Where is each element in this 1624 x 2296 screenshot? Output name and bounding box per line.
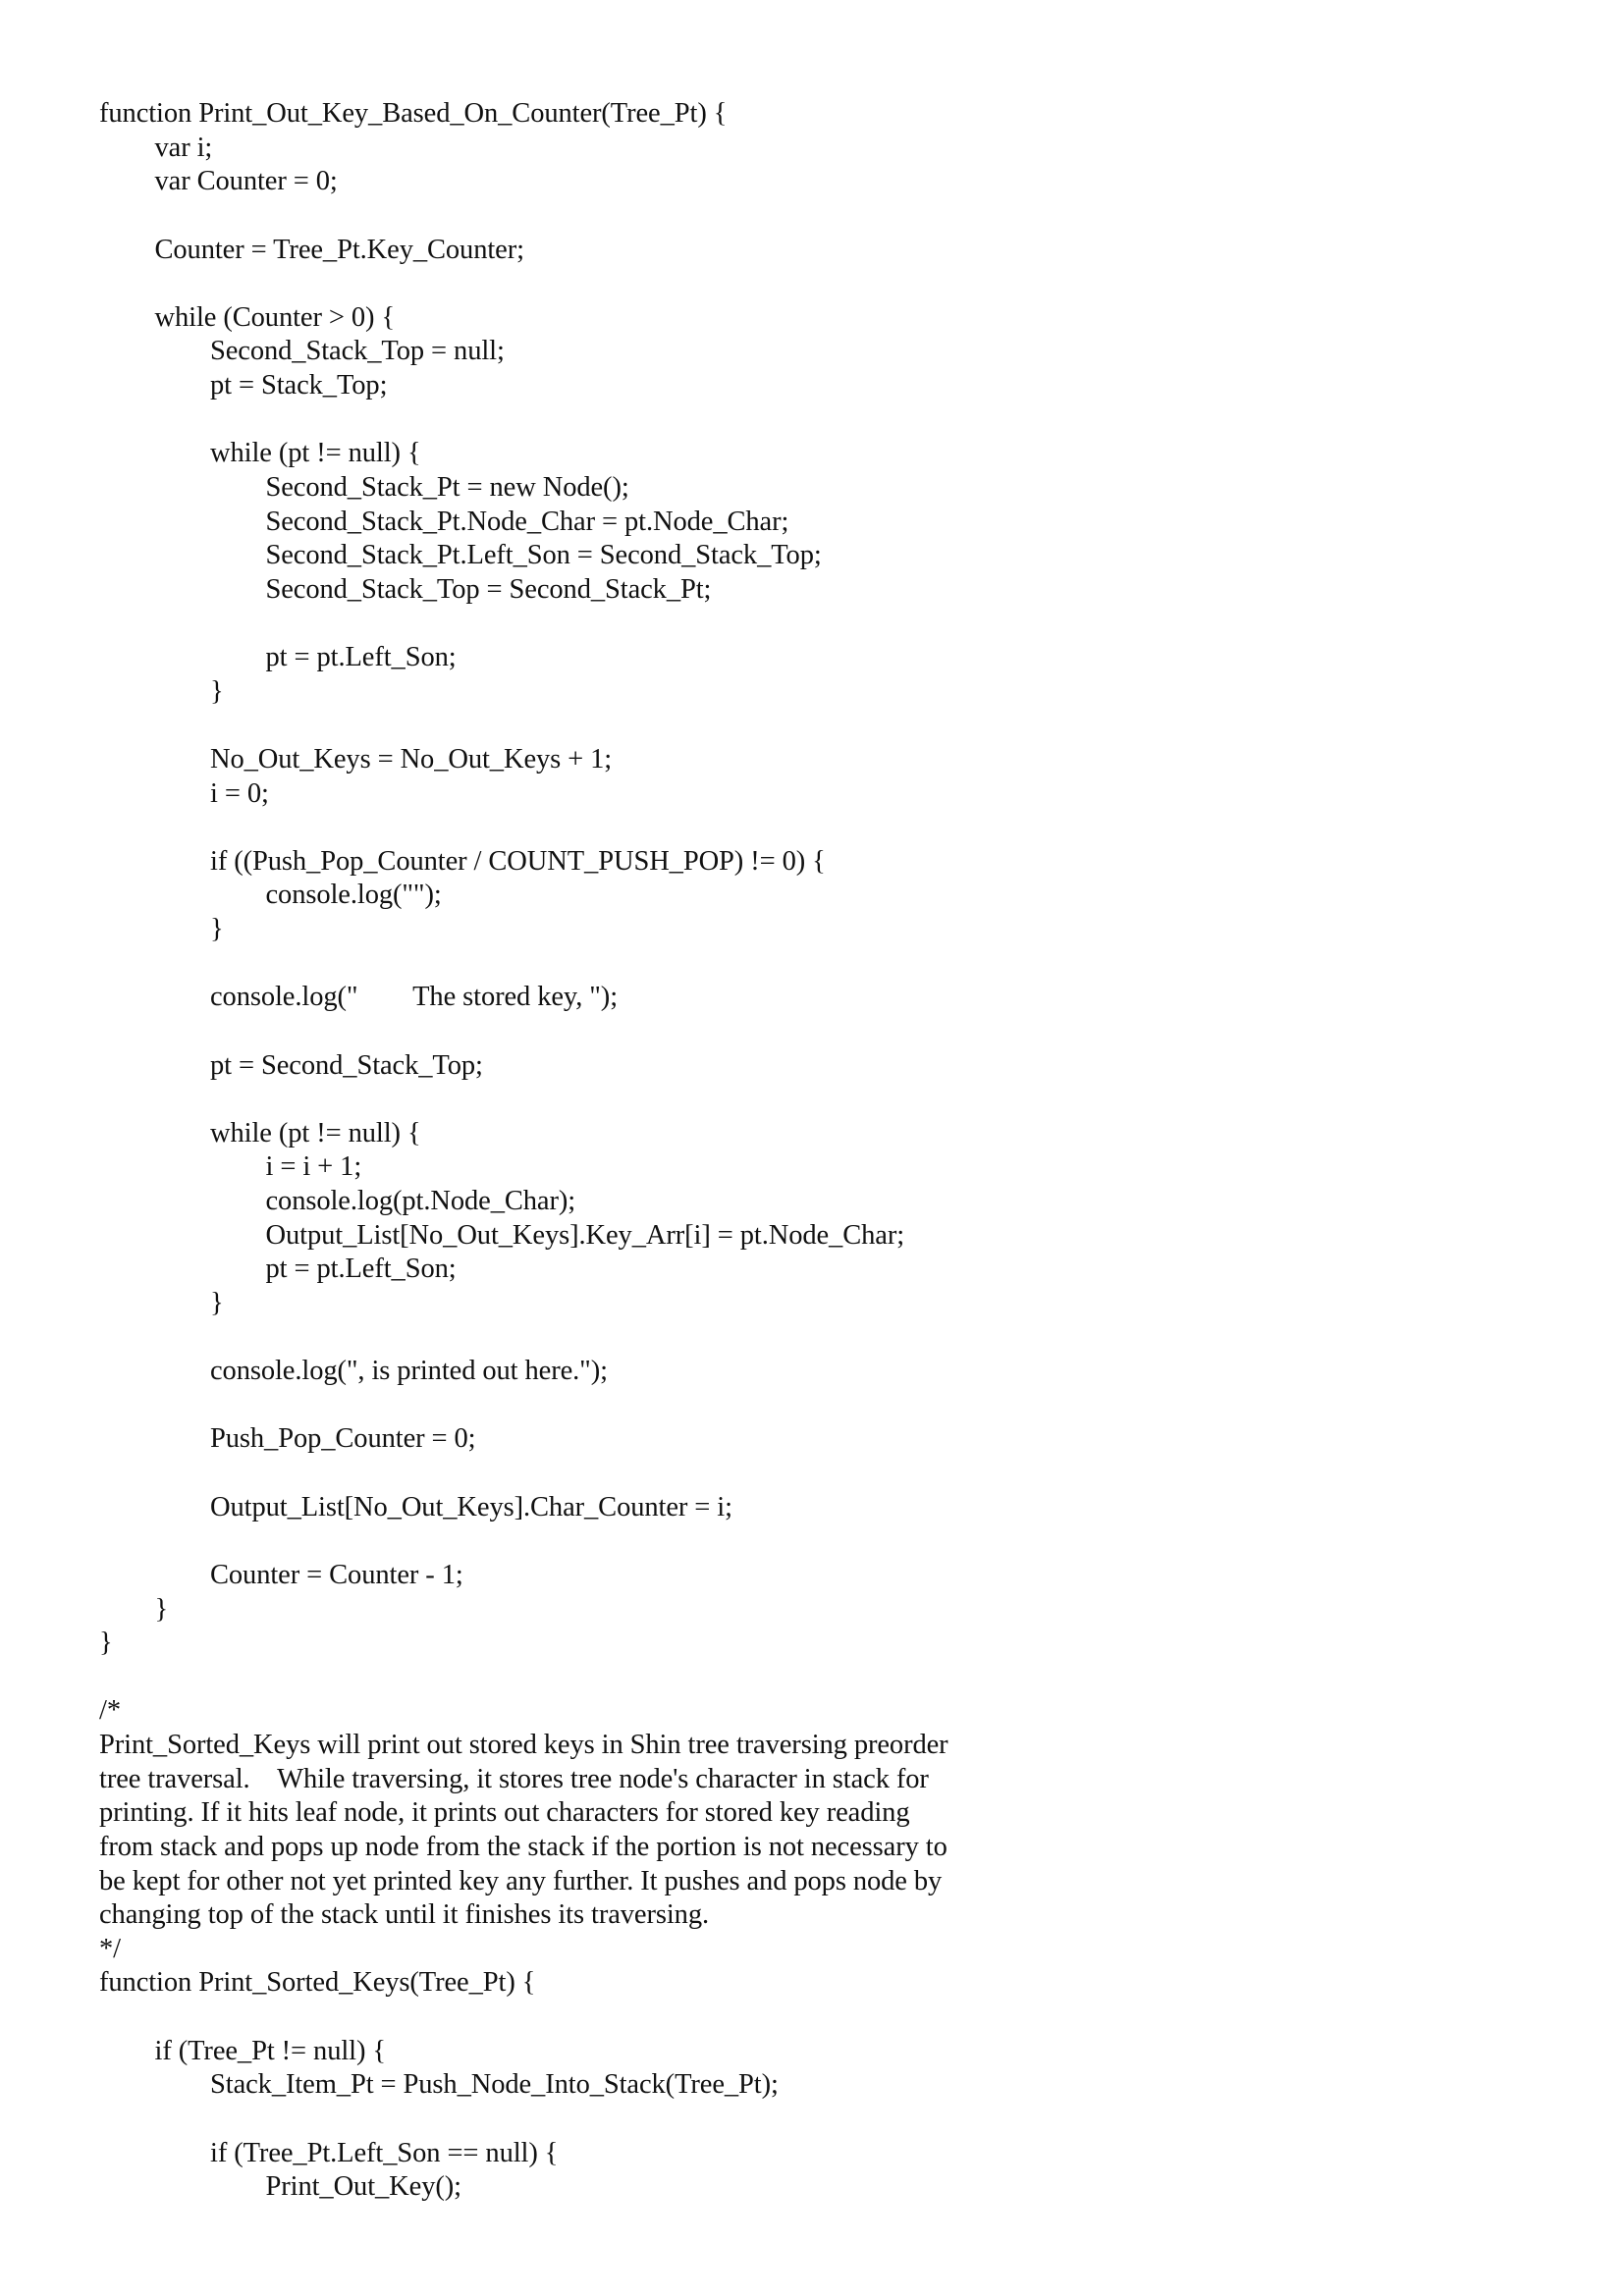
code-line: while (Counter > 0) { — [154, 301, 396, 333]
blank-line — [99, 709, 1523, 743]
code-line: function Print_Out_Key_Based_On_Counter(Tree_Pt) { — [99, 98, 728, 129]
code-line: var Counter = 0; — [154, 166, 338, 197]
code-line: be kept for other not yet printed key any further. It pushes and pops node by — [99, 1865, 943, 1896]
code-line: console.log(pt.Node_Char); — [265, 1186, 576, 1216]
code-line: if (Tree_Pt != null) { — [154, 2035, 386, 2066]
code-line: Print_Sorted_Keys will print out stored keys in Shin tree traversing preorder — [99, 1730, 948, 1760]
code-line: console.log(""); — [265, 880, 442, 911]
code-line: pt = pt.Left_Son; — [265, 642, 457, 672]
code-line: Second_Stack_Pt.Node_Char = pt.Node_Char; — [265, 506, 789, 537]
code-line: } — [210, 1287, 224, 1318]
code-line: Print_Out_Key(); — [265, 2171, 461, 2203]
blank-line — [99, 947, 1523, 982]
code-line: } — [210, 675, 224, 707]
blank-line — [99, 2001, 1523, 2035]
code-listing — [99, 97, 1523, 2205]
blank-line — [99, 811, 1523, 845]
blank-line — [99, 1015, 1523, 1049]
code-line: if ((Push_Pop_Counter / COUNT_PUSH_POP) != 0) { — [210, 845, 826, 877]
code-line: } — [99, 1628, 113, 1659]
code-line: Counter = Tree_Pt.Key_Counter; — [154, 234, 524, 265]
blank-line — [99, 1083, 1523, 1117]
blank-line — [99, 267, 1523, 301]
code-line: Second_Stack_Pt.Left_Son = Second_Stack_Top; — [265, 540, 822, 571]
code-line: tree traversal. While traversing, it stores tree node's character in stack for — [99, 1763, 929, 1794]
code-line: pt = Stack_Top; — [210, 370, 388, 400]
blank-line — [99, 607, 1523, 641]
blank-line — [99, 1661, 1523, 1695]
blank-line — [99, 1524, 1523, 1559]
blank-line — [99, 1321, 1523, 1356]
code-line: Second_Stack_Pt = new Node(); — [265, 471, 629, 503]
code-line: Output_List[No_Out_Keys].Char_Counter = i; — [210, 1491, 732, 1522]
code-line: i = i + 1; — [265, 1151, 362, 1183]
code-line: var i; — [154, 132, 213, 163]
code-line: */ — [99, 1933, 121, 1964]
code-line: pt = pt.Left_Son; — [265, 1254, 457, 1285]
code-line: from stack and pops up node from the stack if the portion is not necessary to — [99, 1831, 947, 1862]
code-line: printing. If it hits leaf node, it prints out characters for stored key reading — [99, 1797, 910, 1829]
code-line: No_Out_Keys = No_Out_Keys + 1; — [210, 743, 613, 774]
code-line: changing top of the stack until it finishes its traversing. — [99, 1899, 709, 1931]
code-line: Output_List[No_Out_Keys].Key_Arr[i] = pt.Node_Char; — [265, 1219, 905, 1251]
code-line: } — [210, 914, 224, 944]
code-line: pt = Second_Stack_Top; — [210, 1049, 483, 1081]
code-line: Stack_Item_Pt = Push_Node_Into_Stack(Tree_Pt); — [210, 2069, 779, 2101]
code-line: } — [154, 1593, 169, 1625]
blank-line — [99, 1457, 1523, 1491]
blank-line — [99, 403, 1523, 438]
blank-line — [99, 199, 1523, 234]
code-line: while (pt != null) { — [210, 438, 421, 469]
code-line: if (Tree_Pt.Left_Son == null) { — [210, 2137, 559, 2168]
code-line: Push_Pop_Counter = 0; — [210, 1423, 476, 1455]
blank-line — [99, 2103, 1523, 2137]
code-line: Counter = Counter - 1; — [210, 1559, 463, 1590]
blank-line — [99, 1389, 1523, 1423]
code-line: console.log(", is printed out here."); — [210, 1356, 608, 1387]
code-line: Second_Stack_Top = null; — [210, 336, 505, 367]
code-line: i = 0; — [210, 777, 269, 809]
code-line: Second_Stack_Top = Second_Stack_Pt; — [265, 573, 712, 605]
code-line: console.log(" The stored key, "); — [210, 982, 619, 1013]
code-line: while (pt != null) { — [210, 1117, 421, 1148]
code-line: /* — [99, 1695, 121, 1727]
code-line: function Print_Sorted_Keys(Tree_Pt) { — [99, 1967, 536, 1999]
